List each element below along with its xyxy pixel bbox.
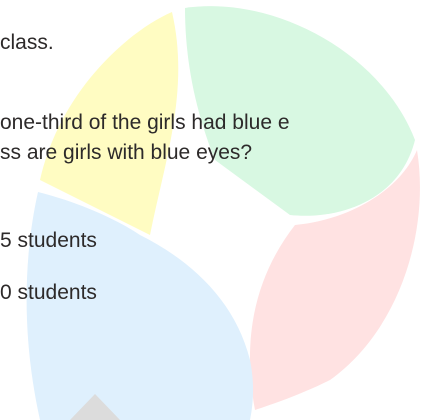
text-line-class: class. — [0, 31, 54, 54]
text-line-question: ss are girls with blue eyes? — [0, 141, 253, 164]
answer-option-students-1: 5 students — [0, 229, 97, 252]
text-line-one-third-girls: one-third of the girls had blue e — [0, 111, 290, 134]
answer-option-students-2: 0 students — [0, 281, 97, 304]
